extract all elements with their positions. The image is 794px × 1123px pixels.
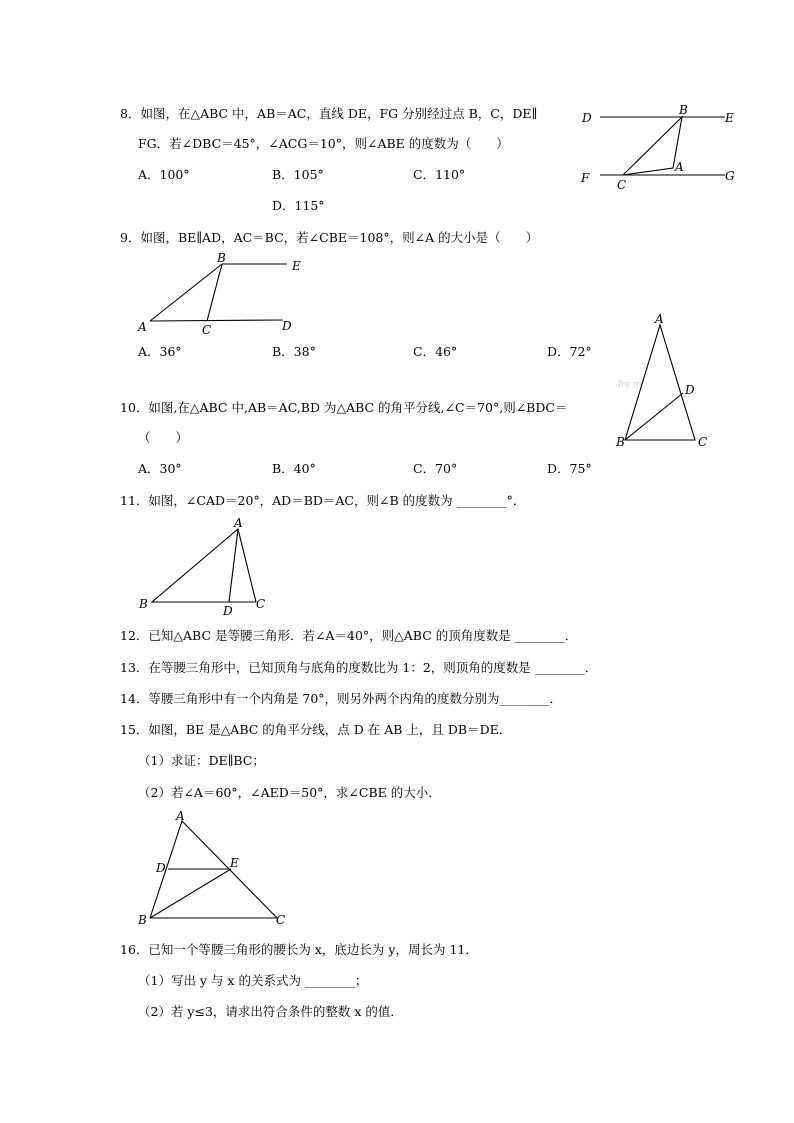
q16-sub-2: （2）若 y≤3，请求出符合条件的整数 x 的值． <box>138 1004 403 1019</box>
q8-label-e: E <box>725 111 734 125</box>
q10-option-d: D．75° <box>547 461 592 476</box>
q8-label-g: G <box>725 169 735 183</box>
q15-label-c: C <box>276 913 286 927</box>
q8-label-c: C <box>617 178 627 192</box>
q8-triangle <box>623 117 682 175</box>
q9-line-ad <box>150 320 283 321</box>
q15-label-b: B <box>138 913 147 927</box>
q8-option-d: D．115° <box>272 198 325 213</box>
q11-line-1: 11．如图，∠CAD＝20°，AD＝BD＝AC，则∠B 的度数为 ________°． <box>120 493 526 508</box>
q15-bisector-be <box>150 869 231 918</box>
q8-label-a: A <box>675 160 684 174</box>
q10-bisector-bd <box>625 393 683 440</box>
q10-figure <box>610 310 720 450</box>
q9-segment-ab <box>150 264 222 321</box>
q11-label-a: A <box>234 516 243 530</box>
q15-figure <box>130 806 290 931</box>
q10-option-b: B．40° <box>272 461 316 476</box>
q15-sub-1: （1）求证：DE∥BC； <box>138 753 265 768</box>
q10-option-a: A．30° <box>138 461 182 476</box>
q10-line-1: 10．如图,在△ABC 中,AB＝AC,BD 为△ABC 的角平分线,∠C＝70°,则∠BDC＝ <box>120 400 568 415</box>
q16-line-1: 16．已知一个等腰三角形的腰长为 x，底边长为 y，周长为 11． <box>120 942 478 957</box>
q8-option-a: A．100° <box>138 167 190 182</box>
q9-label-b: B <box>217 251 226 265</box>
q8-line-2: FG．若∠DBC＝45°，∠ACG＝10°，则∠ABE 的度数为（ ） <box>138 136 509 151</box>
q9-line-1: 9．如图，BE∥AD，AC＝BC，若∠CBE＝108°，则∠A 的大小是（ ） <box>120 230 539 245</box>
q10-label-c: C <box>698 435 708 449</box>
q11-label-d: D <box>223 604 233 618</box>
q11-triangle <box>152 529 256 602</box>
q9-option-c: C．46° <box>413 344 458 359</box>
q15-line-1: 15．如图，BE 是△ABC 的角平分线，点 D 在 AB 上，且 DB＝DE． <box>120 722 512 737</box>
q10-label-d: D <box>685 383 695 397</box>
q15-label-e: E <box>230 856 239 870</box>
q11-figure <box>135 512 275 620</box>
q16-sub-1: （1）写出 y 与 x 的关系式为 ________； <box>138 973 368 988</box>
q15-sub-2: （2）若∠A＝60°，∠AED＝50°，求∠CBE 的大小． <box>138 785 441 800</box>
q11-label-c: C <box>256 597 266 611</box>
q8-label-d: D <box>582 111 592 125</box>
q9-label-a: A <box>138 320 147 334</box>
q9-label-d: D <box>282 319 292 333</box>
q9-figure <box>135 250 310 340</box>
q8-label-f: F <box>581 171 590 185</box>
q8-figure <box>570 100 750 195</box>
q11-segment-ad <box>229 529 238 602</box>
q12-line-1: 12．已知△ABC 是等腰三角形．若∠A＝40°，则△ABC 的顶角度数是 ________． <box>120 628 578 643</box>
q8-option-b: B．105° <box>272 167 324 182</box>
q9-option-a: A．36° <box>138 344 182 359</box>
q10-label-a: A <box>655 312 664 326</box>
q14-line-1: 14．等腰三角形中有一个内角是 70°，则另外两个内角的度数分别为________． <box>120 691 563 706</box>
q8-label-b: B <box>679 103 688 117</box>
q15-label-a: A <box>176 809 185 823</box>
q9-option-d: D．72° <box>547 344 592 359</box>
watermark: Tre m <box>617 380 642 390</box>
q11-label-b: B <box>139 597 148 611</box>
q15-label-d: D <box>156 861 166 875</box>
q10-option-c: C．70° <box>413 461 458 476</box>
q13-line-1: 13．在等腰三角形中，已知顶角与底角的度数比为 1：2，则顶角的度数是 ________． <box>120 660 598 675</box>
q9-segment-bc <box>207 264 222 321</box>
q8-line-1: 8．如图，在△ABC 中，AB＝AC，直线 DE，FG 分别经过点 B，C，DE∥ <box>120 106 538 121</box>
q9-option-b: B．38° <box>272 344 316 359</box>
q9-label-c: C <box>202 323 212 337</box>
q10-line-2: （ ） <box>138 430 189 445</box>
q10-label-b: B <box>616 435 625 449</box>
q9-label-e: E <box>292 259 301 273</box>
q8-option-c: C．110° <box>413 167 466 182</box>
